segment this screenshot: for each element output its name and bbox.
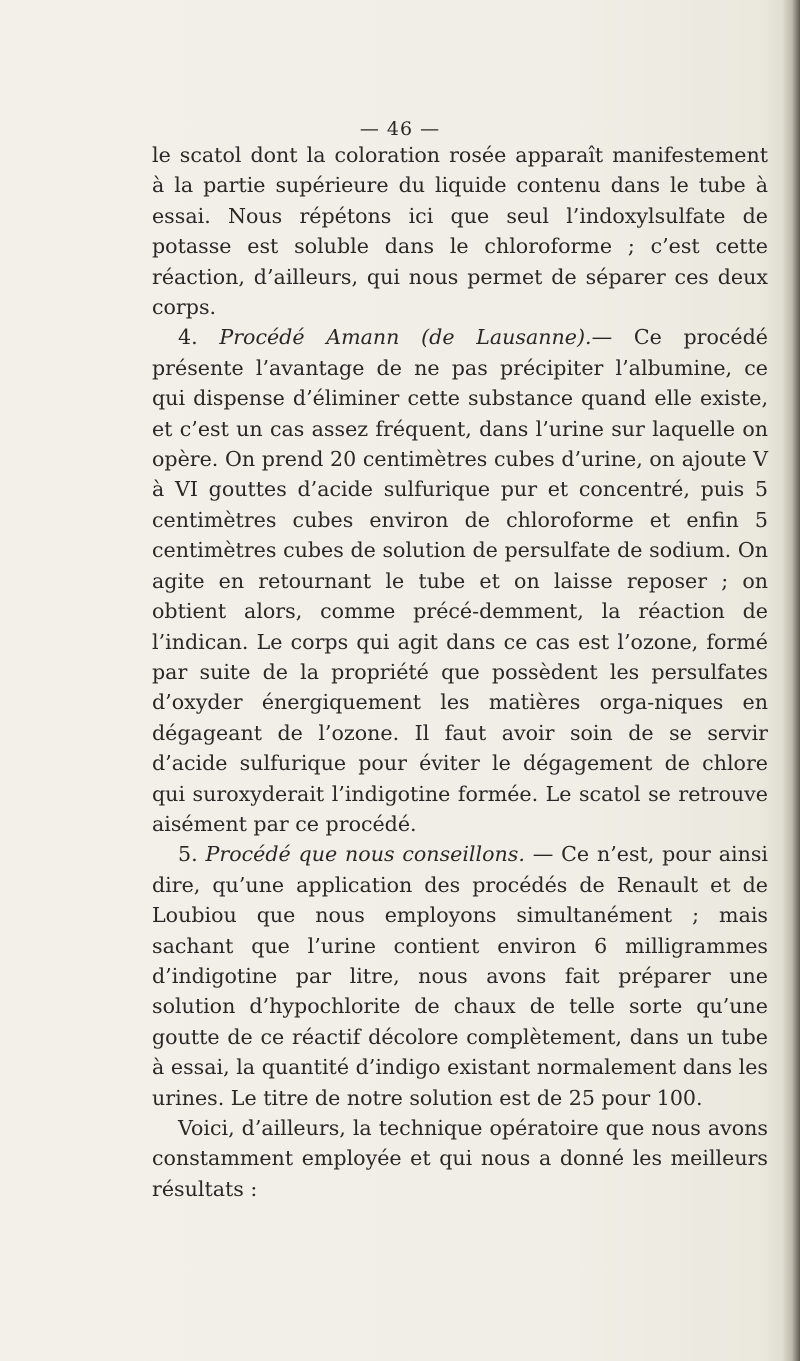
section-number: 4. (178, 325, 198, 350)
body-text (152, 140, 768, 1204)
paragraph-procede-conseille (152, 839, 768, 1113)
paragraph-technique (152, 1113, 768, 1204)
paragraph-text: — Ce procédé présente l’avantage de ne pas précipiter l’albumine, ce qui dispense d’éliminer cette substance quand elle existe, et c’est un cas assez fréquent, dans l’urine sur laquelle on opère. On prend 20 centimètres cubes d’urine, on ajoute V à VI gouttes d’acide sulfurique pur et concentré, puis 5 centimètres cubes environ de chloroforme et enfin 5 centimètres cubes de solution de persulfate de sodium. On agite en retournant le tube et on laisse reposer ; on obtient alors, comme précé-demment, la réaction de l’indican. Le corps qui agit dans ce cas est l’ozone, formé par suite de la propriété que possèdent les persulfates d’oxyder énergiquement les matières orga-niques en dégageant de l’ozone. Il faut avoir soin de se servir d’acide sulfurique pour éviter le dégagement de chlore qui suroxyderait l’indigotine formée. Le scatol se retrouve aisément par ce procédé. (152, 325, 768, 836)
section-title: Procédé que nous conseillons. (205, 842, 525, 867)
section-number: 5. (178, 842, 198, 867)
page-edge-shadow (782, 0, 800, 1361)
paragraph-text: — Ce n’est, pour ainsi dire, qu’une application des procédés de Renault et de Loubiou que nous employons simultanément ; mais sachant que l’urine contient environ 6 milligrammes d’indigotine par litre, nous avons fait préparer une solution d’hypochlorite de chaux de telle sorte qu’une goutte de ce réactif décolore complètement, dans un tube à essai, la quantité d’indigo existant normalement dans les urines. Le titre de notre solution est de 25 pour 100. (152, 842, 769, 1110)
paragraph-text: Voici, d’ailleurs, la technique opératoire que nous avons constamment employée et qui nous a donné les meilleurs résultats : (152, 1116, 768, 1201)
page-number: — 46 — (359, 118, 441, 140)
paragraph-text: le scatol dont la coloration rosée apparaît manifestement à la partie supérieure du liquide contenu dans le tube à essai. Nous répétons ici que seul l’indoxylsulfate de potasse est soluble dans le chloroforme ; c’est cette réaction, d’ailleurs, qui nous permet de séparer ces deux corps. (152, 143, 768, 320)
paragraph-scatol (152, 140, 768, 322)
section-title: Procédé Amann (de Lausanne). (219, 325, 592, 350)
paragraph-procede-amann (152, 322, 768, 839)
